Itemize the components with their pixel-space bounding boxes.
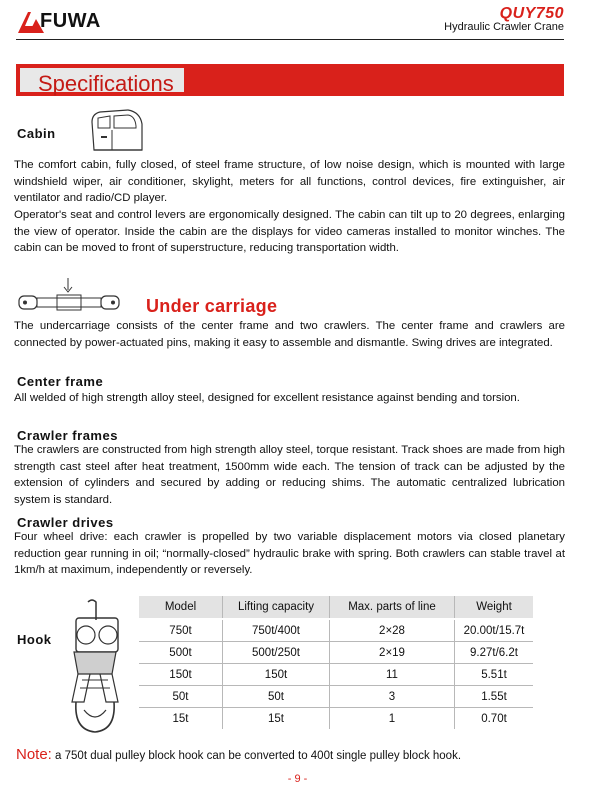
note [16, 746, 461, 763]
section-banner [16, 64, 564, 96]
section-title: Specifications [38, 71, 174, 96]
undercarriage-paragraph: The undercarriage consists of the center frame and two crawlers. The center frame and crawlers are connected by power-actuated pins, making it easy to assemble and dismantle. Swing drives are integrated. [14, 320, 565, 349]
crawler-drives-paragraph: Four wheel drive: each crawler is propelled by two variable displacement motors via closed planetary reduction gear running in oil; “normally-closed” hydraulic brake with spring. Both crawlers can stable travel at 1km/h at maximum, independently or reversely. [14, 531, 565, 577]
note-text: a 750t dual pulley block hook can be converted to 400t single pulley block hook. [51, 750, 462, 762]
table-header-cell: Lifting capacity [223, 596, 330, 619]
crawler-frames-paragraph: The crawlers are constructed from high strength alloy steel, torque resistant. Track shoes are made from high strength cast steel after heat treatment, 1500mm wide each. The tension of track can be adjusted by the extension of cylinders and secured by adding or reducing shims. The automatic centralized lubrication system is standard. [14, 444, 565, 507]
table-cell: 750t/400t [223, 619, 330, 642]
cabin-icon [88, 108, 146, 154]
brand-name: FUWA [40, 10, 101, 32]
product-subtitle: Hydraulic Crawler Crane [444, 21, 564, 33]
table-cell: 500t [139, 642, 223, 664]
table-cell: 0.70t [481, 712, 507, 725]
table-row [139, 619, 533, 642]
model-title: QUY750 [499, 5, 564, 22]
table-cell: 1 [330, 708, 455, 730]
table-cell: 2×28 [330, 619, 455, 642]
hook-spec-table [139, 596, 533, 729]
table-cell: 5.51t [455, 664, 534, 686]
table-header-cell: Model [139, 596, 223, 619]
table-cell: 500t/250t [223, 642, 330, 664]
center-frame-paragraph: All welded of high strength alloy steel, designed for excellent resistance against bending and torsion. [14, 392, 520, 404]
page-number: - 9 - [287, 773, 308, 785]
table-cell: 15t [223, 708, 330, 730]
hook-heading: Hook [17, 632, 52, 647]
crawler-frames-heading: Crawler frames [17, 428, 118, 443]
table-row [139, 686, 533, 708]
table-cell: 3 [330, 686, 455, 708]
table-cell: 11 [330, 664, 455, 686]
table-header-row [139, 596, 533, 619]
table-row [139, 664, 533, 686]
cabin-paragraph-1: The comfort cabin, fully closed, of steel frame structure, of low noise design, which is mounted with large windshield wiper, air conditioner, skylight, meters for all functions, control devices, fire extinguisher, air ventilator and radio/CD player. [14, 159, 565, 205]
table-cell: 15t [139, 708, 223, 730]
table-header-cell: Weight [455, 596, 534, 619]
section-banner-label-box [20, 68, 184, 96]
table-row [139, 708, 533, 730]
table-cell: 150t [139, 664, 223, 686]
table-cell: 50t [223, 686, 330, 708]
table-cell: 2×19 [330, 642, 455, 664]
table-cell: 20.00t/15.7t [455, 619, 534, 642]
table-cell: 50t [139, 686, 223, 708]
cabin-paragraph-2: Operator's seat and control levers are ergonomically designed. The cabin can tilt up to 20 degrees, enlarging the view of operator. Inside the cabin are the displays for video cameras installed to monitor winches. The cabin can be moved to front of superstructure, reducing transportation width. [14, 209, 565, 255]
table-cell: 1.55t [455, 686, 534, 708]
crawler-drives-heading: Crawler drives [17, 515, 114, 530]
table-cell: 9.27t/6.2t [455, 642, 534, 664]
table-cell: 150t [223, 664, 330, 686]
note-label: Note: [16, 746, 52, 763]
table-header-cell: Max. parts of line [330, 596, 455, 619]
table-cell: 750t [139, 619, 223, 642]
header-divider [16, 39, 564, 40]
center-frame-heading: Center frame [17, 374, 104, 389]
cabin-heading: Cabin [17, 126, 56, 141]
table-row [139, 642, 533, 664]
undercarriage-icon [17, 276, 123, 314]
undercarriage-heading: Under carriage [146, 296, 278, 316]
hook-block-icon [62, 598, 128, 738]
